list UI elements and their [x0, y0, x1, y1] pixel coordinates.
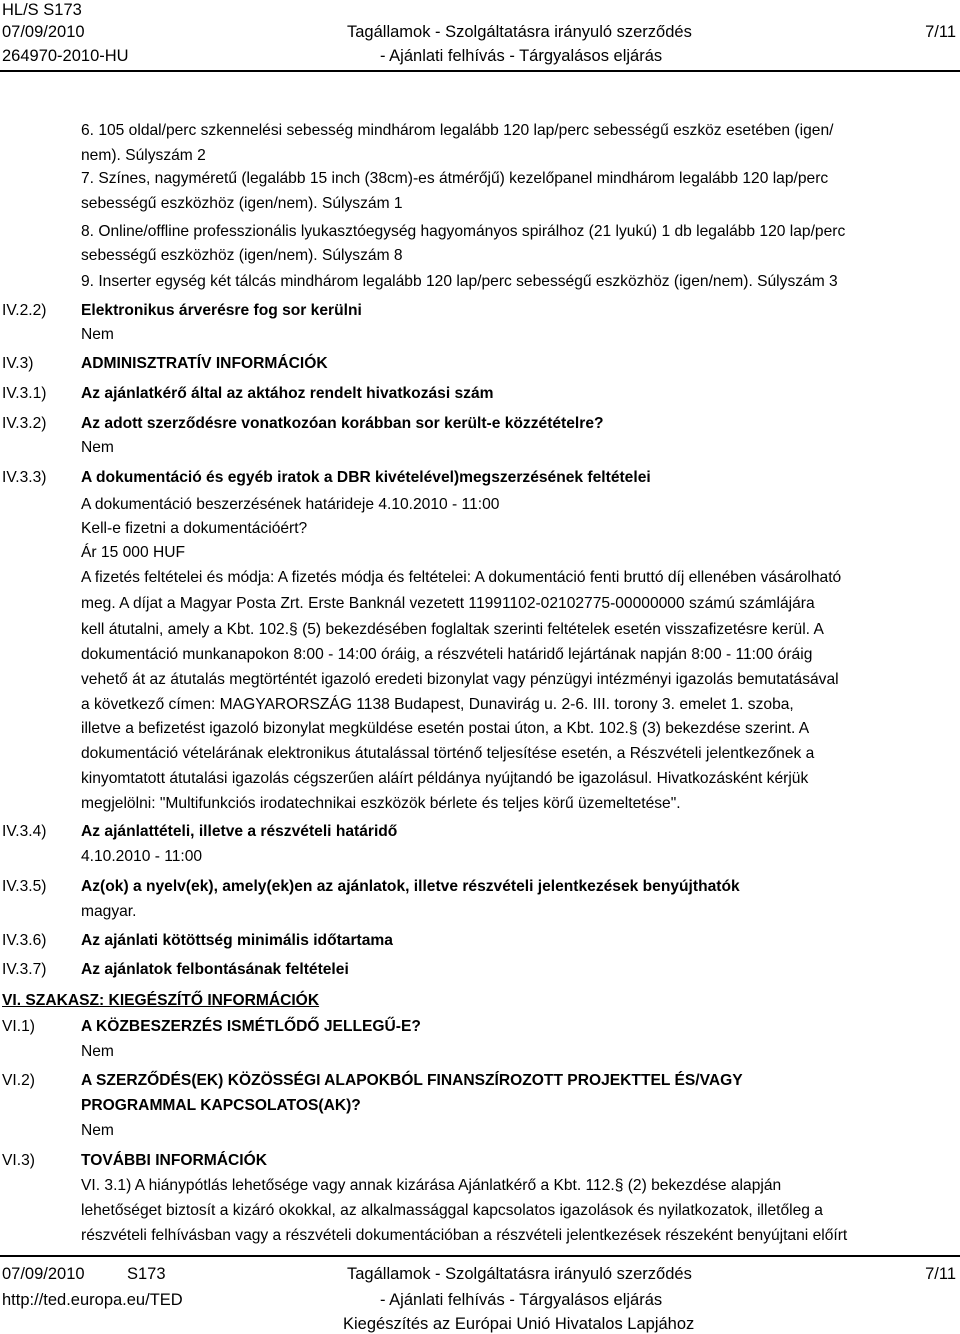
text-span: kell átutalni, amely a Kbt. 102.: [81, 621, 290, 638]
section-heading: VI. SZAKASZ: KIEGÉSZÍTŐ INFORMÁCIÓK: [2, 992, 320, 1009]
section-number: IV.3.3): [2, 469, 47, 486]
list-item: sebességű eszközhöz (igen/nem). Súlyszám 1: [81, 195, 403, 212]
paragraph-sign: §: [289, 621, 298, 638]
paragraph-line: lehetőséget biztosít a kizáró okokkal, az alkalmassággal kapcsolatos igazolások és nyilatkozatok, illetőleg a: [81, 1202, 823, 1219]
paragraph-line: [81, 718, 809, 740]
section-number: VI.2): [2, 1072, 35, 1089]
section-number: IV.3.1): [2, 385, 47, 402]
section-number: IV.3.6): [2, 932, 47, 949]
section-number: IV.2.2): [2, 302, 47, 319]
page-footer: [0, 1262, 960, 1334]
header-date: 07/09/2010: [2, 23, 85, 41]
text-span: VI. 3.1) A hiánypótlás lehetősége vagy annak kizárása Ajánlatkérő a Kbt. 112.: [81, 1177, 615, 1194]
section-number: VI.3): [2, 1152, 35, 1169]
section-value: Nem: [81, 1122, 114, 1139]
list-item: sebességű eszközhöz (igen/nem). Súlyszám 8: [81, 247, 403, 264]
paragraph-sign: §: [614, 1177, 624, 1194]
footer-rule: [0, 1255, 960, 1257]
section-value: Nem: [81, 1043, 114, 1060]
paragraph-line: [81, 1175, 781, 1197]
section-number: IV.3): [2, 355, 34, 372]
header-series: HL/S S173: [2, 1, 82, 19]
paragraph-line: vehető át az átutalás megtörténtét igazoló eredeti bizonylat vagy pénzügyi intézményi igazolás bemutatásával: [81, 671, 839, 688]
header-title-line2: - Ajánlati felhívás - Tárgyalásos eljárás: [380, 47, 663, 65]
footer-title-line1: Tagállamok - Szolgáltatásra irányuló szerződés: [347, 1265, 692, 1283]
list-item: 8. Online/offline professzionális lyukasztóegység hagyományos spirálhoz (21 lyukú) 1 db legalább 120 lap/perc: [81, 223, 846, 240]
footer-title-line3: Kiegészítés az Európai Unió Hivatalos Lapjához: [343, 1315, 695, 1333]
section-value: 4.10.2010 - 11:00: [81, 848, 203, 865]
paragraph-line: részvételi felhívásban vagy a részvételi dokumentációban a részvételi jelentkezések részeként benyújtani előírt: [81, 1227, 848, 1244]
paragraph-line: Ár 15 000 HUF: [81, 544, 186, 561]
section-title: TOVÁBBI INFORMÁCIÓK: [81, 1152, 267, 1169]
section-number: IV.3.7): [2, 961, 47, 978]
paragraph-line: a következő címen: MAGYARORSZÁG 1138 Budapest, Dunavirág u. 2-6. III. torony 3. emelet 1. szoba,: [81, 696, 794, 713]
section-value: Nem: [81, 439, 114, 456]
header-title-line1: Tagállamok - Szolgáltatásra irányuló szerződés: [347, 23, 692, 41]
list-item: 7. Színes, nagyméretű (legalább 15 inch (38cm)-es átmérőjű) kezelőpanel mindhárom legalább 120 lap/perc: [81, 170, 829, 187]
paragraph-line: megjelölni: "Multifunkciós irodatechnikai eszközök bérlete és teljes körű üzemeltetése".: [81, 795, 681, 812]
section-title: Elektronikus árverésre fog sor kerülni: [81, 302, 362, 319]
paragraph-line: A fizetés feltételei és módja: A fizetés módja és feltételei: A dokumentáció fenti bruttó díj ellenében vásárolható: [81, 569, 842, 586]
text-span: (2) bekezdése alapján: [623, 1177, 782, 1194]
section-number: IV.3.5): [2, 878, 47, 895]
section-title: A SZERZŐDÉS(EK) KÖZÖSSÉGI ALAPOKBÓL FINANSZÍROZOTT PROJEKTTEL ÉS/VAGY: [81, 1072, 743, 1089]
footer-date: 07/09/2010: [2, 1265, 85, 1283]
section-title: Az ajánlattételi, illetve a részvételi határidő: [81, 823, 398, 840]
section-title: Az ajánlatkérő által az aktához rendelt hivatkozási szám: [81, 385, 494, 402]
paragraph-line: A dokumentáció beszerzésének határideje 4.10.2010 - 11:00: [81, 496, 500, 513]
paragraph-line: dokumentáció vételárának elektronikus átutalással történő teljesítése esetén, a Részvételi jelentkezőnek a: [81, 745, 815, 762]
footer-url: http://ted.europa.eu/TED: [2, 1291, 183, 1309]
text-span: (5) bekezdésében foglaltak szerinti feltételek esetén visszafizetésre kerül. A: [297, 621, 824, 638]
paragraph-line: [81, 619, 824, 641]
section-value: Nem: [81, 326, 114, 343]
header-page-number: 7/11: [925, 23, 956, 41]
section-title: A dokumentáció és egyéb iratok a DBR kivételével)megszerzésének feltételei: [81, 469, 651, 486]
list-item: nem). Súlyszám 2: [81, 147, 206, 164]
header-rule: [0, 70, 960, 72]
section-title: A KÖZBESZERZÉS ISMÉTLŐDŐ JELLEGŰ-E?: [81, 1018, 421, 1035]
paragraph-line: meg. A díjat a Magyar Posta Zrt. Erste Banknál vezetett 11991102-02102775-00000000 számú számlájára: [81, 595, 815, 612]
text-span: (3) bekezdése szerint. A: [637, 720, 810, 737]
section-number: IV.3.2): [2, 415, 47, 432]
section-number: IV.3.4): [2, 823, 47, 840]
list-item: 6. 105 oldal/perc szkennelési sebesség mindhárom legalább 120 lap/perc sebességű eszköz esetében (igen/: [81, 122, 834, 139]
text-span: illetve a befizetést igazoló bizonylat megküldése esetén postai úton, a Kbt. 102.: [81, 720, 629, 737]
paragraph-sign: §: [628, 720, 638, 737]
section-title: PROGRAMMAL KAPCSOLATOS(AK)?: [81, 1097, 361, 1114]
paragraph-line: kinyomtatott átutalási igazolás cégszerűen aláírt példánya nyújtandó be igazolásul. Hivatkozásként kérjük: [81, 770, 809, 787]
footer-series: S173: [127, 1265, 166, 1283]
list-item: 9. Inserter egység két tálcás mindhárom legalább 120 lap/perc sebességű eszközhöz (igen/nem). Súlyszám 3: [81, 273, 838, 290]
paragraph-line: Kell-e fizetni a dokumentációért?: [81, 520, 308, 537]
section-title: Az ajánlati kötöttség minimális időtartama: [81, 932, 393, 949]
section-title: ADMINISZTRATÍV INFORMÁCIÓK: [81, 355, 328, 372]
header-reference: 264970-2010-HU: [2, 47, 129, 65]
footer-page-number: 7/11: [925, 1265, 956, 1283]
section-title: Az(ok) a nyelv(ek), amely(ek)en az ajánlatok, illetve részvételi jelentkezések benyújthatók: [81, 878, 740, 895]
section-title: Az adott szerződésre vonatkozóan korábban sor került-e közzétételre?: [81, 415, 604, 432]
page-header: [0, 0, 960, 70]
section-title: Az ajánlatok felbontásának feltételei: [81, 961, 349, 978]
section-number: VI.1): [2, 1018, 35, 1035]
footer-title-line2: - Ajánlati felhívás - Tárgyalásos eljárás: [380, 1291, 663, 1309]
section-value: magyar.: [81, 903, 137, 920]
paragraph-line: dokumentáció munkanapokon 8:00 - 14:00 óráig, a részvételi határidő lejártának napján 8:00 - 11:00 óráig: [81, 646, 813, 663]
